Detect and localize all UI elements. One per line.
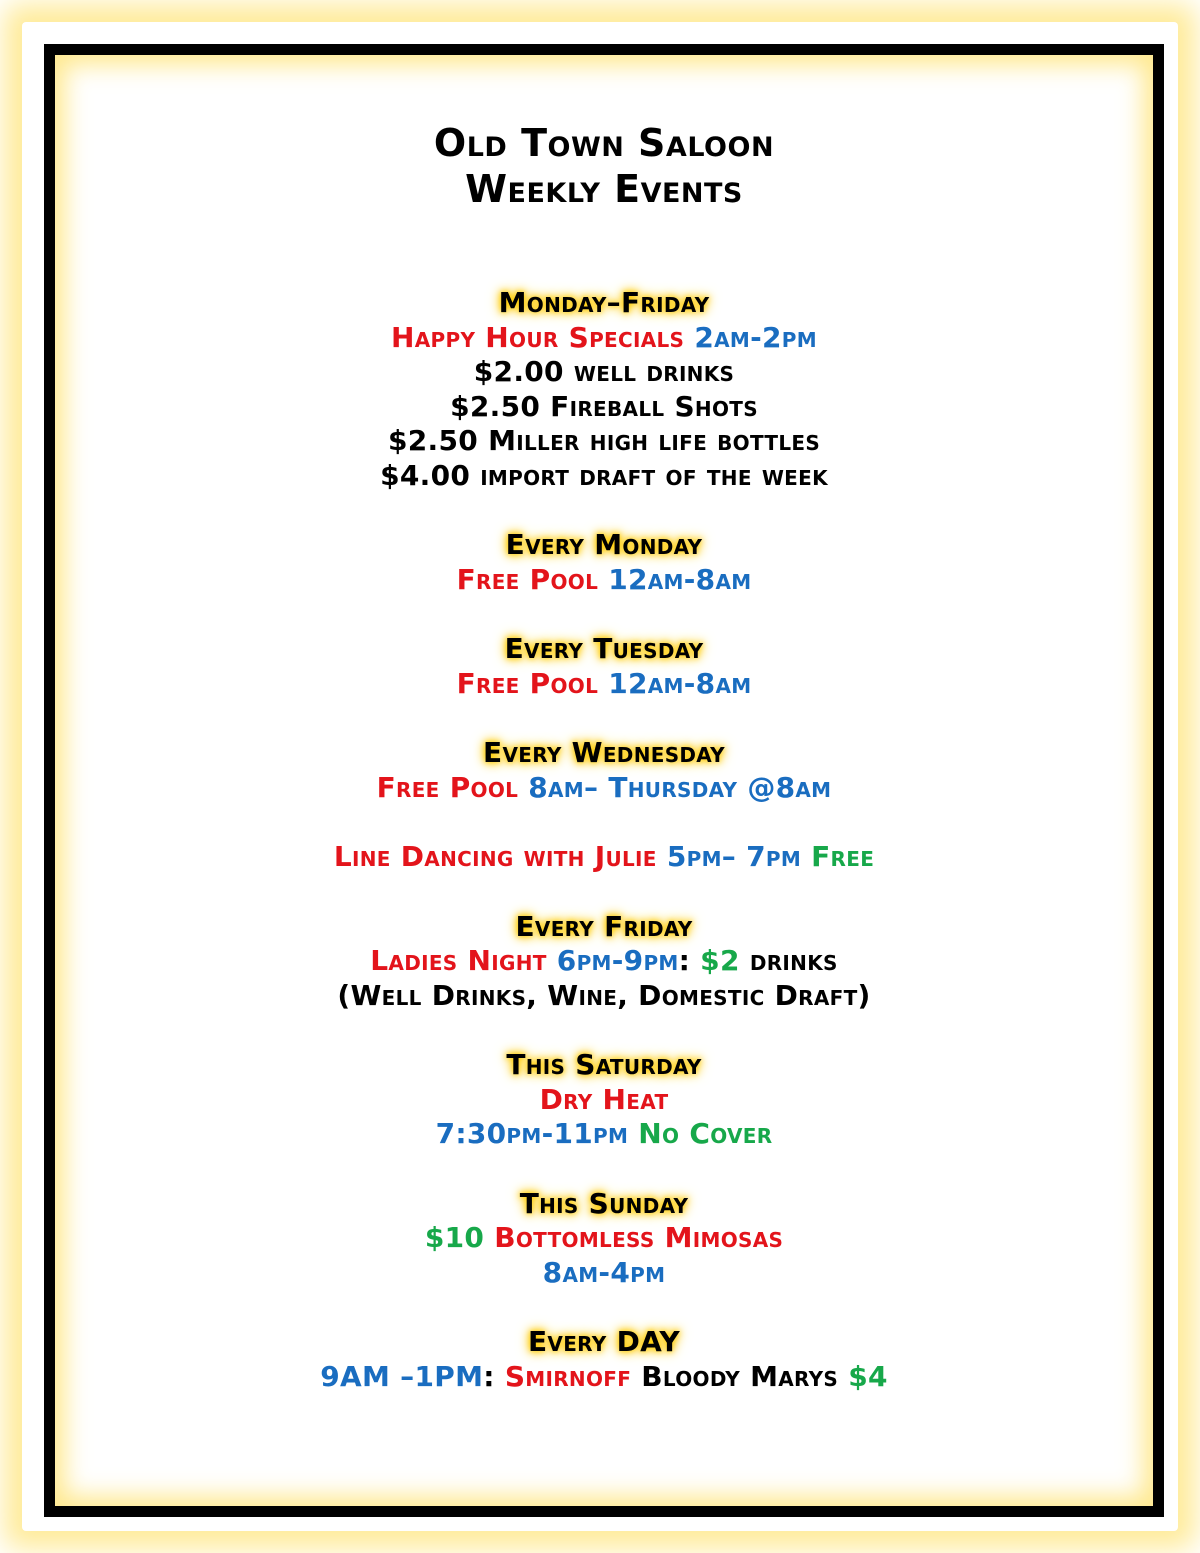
mimosa-price: $10 [424,1221,485,1254]
band-name: Dry Heat [539,1082,669,1116]
mimosa-time: 8am-4pm [542,1255,666,1289]
section-every-friday [55,910,1153,1014]
event-time: 8am– Thursday @8am [528,770,832,804]
ladies-night-colon: : [678,944,691,977]
mimosa-line [55,1221,1153,1256]
section-monday-friday [55,286,1153,493]
line-dancing-time: 5pm– 7pm [666,840,802,873]
event-label: Free Pool [456,562,599,596]
title-line-2: Weekly Events [465,167,743,211]
events-flyer [55,120,1153,1394]
page-title [55,120,1153,212]
section-heading: Every Friday [515,909,693,943]
bloody-mary-price: $4 [848,1359,888,1393]
section-this-saturday [55,1048,1153,1152]
band-time-line [55,1117,1153,1152]
section-heading: Every Monday [505,528,703,561]
section-this-sunday [55,1187,1153,1291]
section-every-day [55,1325,1153,1394]
section-heading: Every Wednesday [483,736,725,769]
happy-hour-time: 2am-2pm [694,320,817,354]
event-time: 12am-8am [608,666,752,700]
event-label: Free Pool [456,666,599,700]
line-dancing-label: Line Dancing with Julie [333,840,657,873]
title-line-1: Old Town Saloon [433,121,775,165]
ladies-night-price-suffix: drinks [749,944,838,977]
happy-hour-line [55,321,1153,356]
bloody-mary-time: 9AM –1PM [320,1359,484,1393]
mimosa-label: Bottomless Mimosas [494,1221,784,1254]
event-line [55,667,1153,702]
band-cover: No Cover [638,1117,773,1150]
section-heading: This Sunday [519,1186,689,1220]
special-item: $2.50 Fireball Shots [450,389,758,423]
ladies-night-line [55,944,1153,979]
bloody-mary-colon: : [483,1359,495,1393]
line-dancing-line [55,840,1153,875]
event-line [55,771,1153,806]
special-item: $4.00 import draft of the week [380,458,828,492]
event-label: Free Pool [376,770,519,804]
section-every-wednesday [55,736,1153,875]
special-item: $2.50 Miller high life bottles [387,424,821,457]
section-heading: Every Tuesday [504,632,704,665]
happy-hour-label: Happy Hour Specials [391,320,685,354]
section-every-monday [55,528,1153,597]
bloody-mary-line [55,1360,1153,1395]
ladies-night-label: Ladies Night [370,944,547,977]
bloody-mary-label: Bloody Marys [641,1359,839,1393]
ladies-night-time: 6pm-9pm [556,944,679,977]
section-heading: Every DAY [527,1325,680,1358]
bloody-mary-brand: Smirnoff [504,1359,632,1393]
ladies-night-price: $2 [700,944,740,977]
section-every-tuesday [55,632,1153,701]
ladies-night-details: (Well Drinks, Wine, Domestic Draft) [337,978,871,1012]
band-time: 7:30pm-11pm [435,1117,629,1150]
line-dancing-price: Free [811,840,875,873]
section-heading: This Saturday [506,1048,702,1081]
event-time: 12am-8am [608,562,752,596]
event-line [55,563,1153,598]
special-item: $2.00 well drinks [473,355,735,388]
section-heading: Monday–Friday [498,286,710,319]
